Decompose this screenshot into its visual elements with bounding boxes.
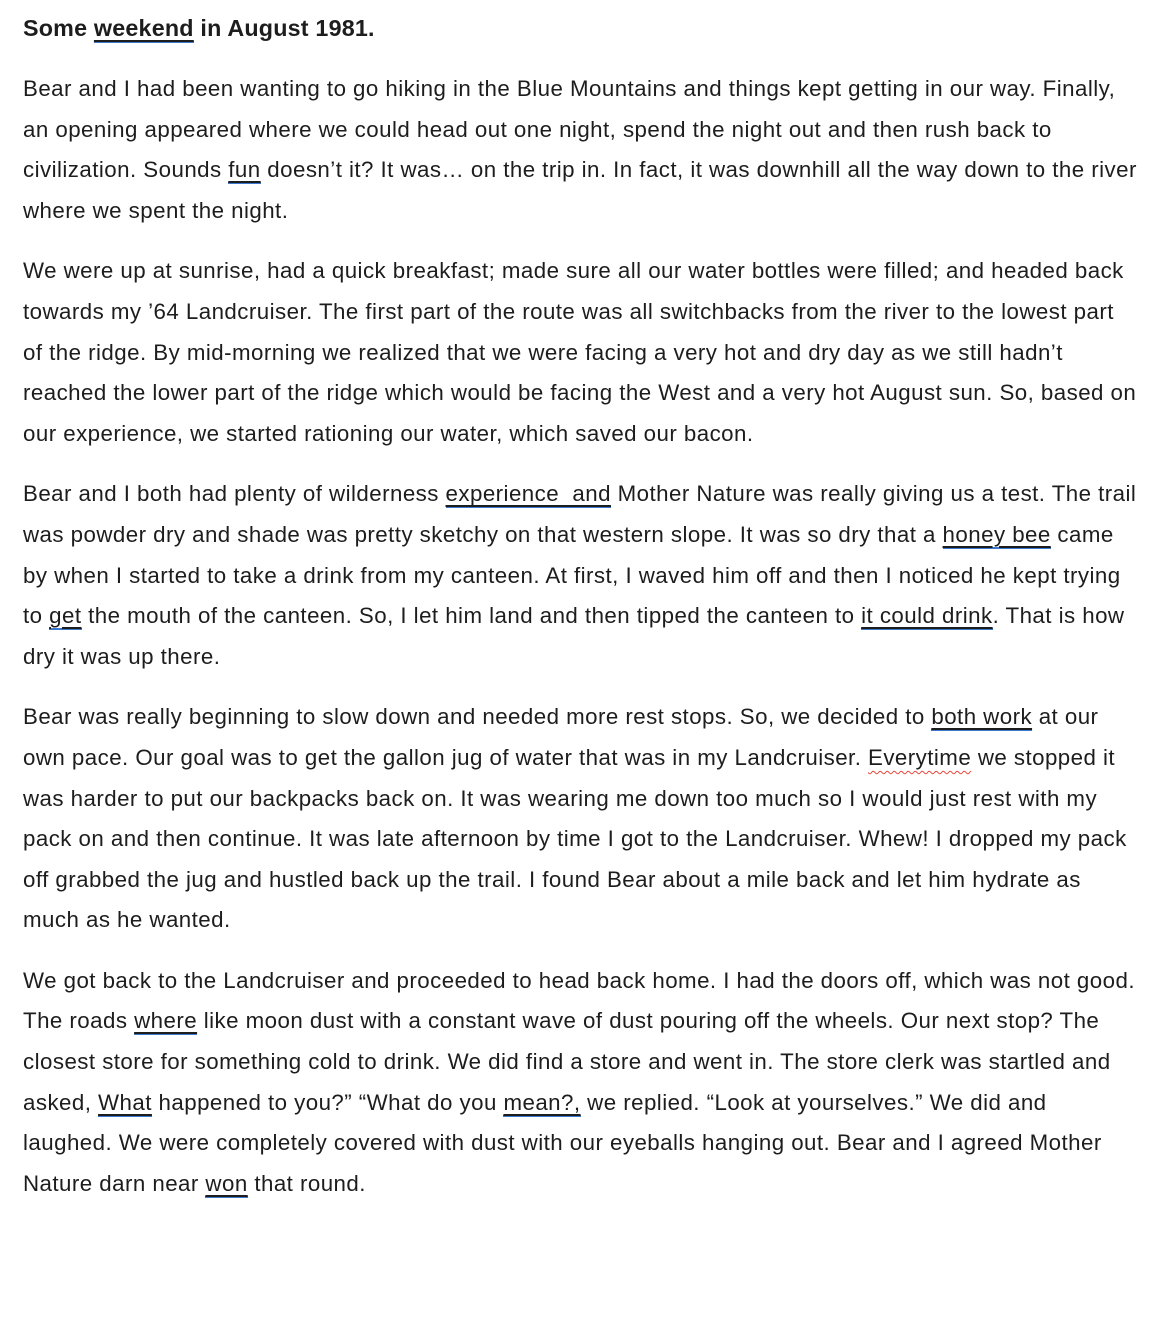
title-run: Some — [23, 15, 94, 41]
grammar-suggestion[interactable]: won — [205, 1170, 248, 1196]
grammar-suggestion[interactable]: experience and — [445, 481, 611, 507]
text-run: We were up at sunrise, had a quick breakfast; made sure all our water bottles were filled; and headed back towards my ’64 Landcruiser. The first part of the route was all switchbacks from the river to the lowest part of the ridge. By mid-morning we realized that we were facing a very hot and dry day as we still hadn’t reached the lower part of the ridge which would be facing the West and a very hot August sun. So, based on our experience, we started rationing our water, which saved our bacon. — [23, 258, 1143, 446]
text-run: the mouth of the canteen. So, I let him land and then tipped the canteen to — [81, 603, 862, 629]
grammar-suggestion[interactable]: mean?, — [503, 1089, 581, 1115]
document-title — [23, 13, 1137, 44]
text-run: Bear was really beginning to slow down and needed more rest stops. So, we decided to — [23, 704, 932, 730]
paragraph-3 — [23, 474, 1143, 677]
text-run: came by when I started to take a drink from my canteen. At first, I waved him off and then I noticed he kept trying to — [23, 521, 1128, 629]
grammar-suggestion[interactable]: both work — [931, 704, 1033, 730]
text-run: that round. — [247, 1170, 366, 1196]
paragraph-1 — [23, 69, 1144, 231]
paragraph-2 — [23, 251, 1143, 454]
paragraph-5 — [23, 961, 1142, 1205]
spelling-error[interactable]: Everytime — [868, 744, 972, 770]
text-run: at our own pace. Our goal was to get the gallon jug of water that was in my Landcruiser. — [23, 704, 1106, 770]
text-run: happened to you?” “What do you — [151, 1089, 504, 1115]
text-run: doesn’t it? It was… on the trip in. In fact, it was downhill all the way down to the river where we spent the night. — [23, 157, 1144, 223]
grammar-suggestion[interactable]: it could drink — [861, 603, 993, 629]
grammar-suggestion[interactable]: weekend — [93, 15, 194, 41]
text-run: Mother Nature was really giving us a test. The trail was powder dry and shade was pretty sketchy on that western slope. It was so dry that a — [23, 481, 1143, 547]
text-run: Bear and I both had plenty of wilderness — [23, 481, 446, 507]
grammar-suggestion[interactable]: What — [98, 1089, 152, 1115]
text-run: Bear and I had been wanting to go hiking in the Blue Mountains and things kept getting in our way. Finally, an opening appeared where we could head out one night, spend the night out and then rush back to civilization. Sounds — [23, 76, 1122, 183]
grammar-suggestion[interactable]: fun — [228, 157, 261, 183]
text-run: like moon dust with a constant wave of dust pouring off the wheels. Our next stop? The closest store for something cold to drink. We did find a store and went in. The store clerk was startled and asked, — [23, 1008, 1118, 1115]
text-run: . That is how dry it was up there. — [23, 603, 1132, 669]
title-run: in August 1981. — [193, 15, 375, 41]
paragraph-4 — [23, 697, 1137, 941]
grammar-suggestion[interactable]: where — [134, 1008, 198, 1034]
text-run: we stopped it was harder to put our backpacks back on. It was wearing me down too much so I would just rest with my pack on and then continue. It was late afternoon by time I got to the Landcruiser. Whew! I dropped my pack off grabbed the jug and hustled back up the trail. I found Bear about a mile back and let him hydrate as much as he wanted. — [23, 744, 1134, 933]
text-run: We got back to the Landcruiser and proceeded to head back home. I had the doors off, which was not good. The roads — [23, 967, 1142, 1034]
text-run: we replied. “Look at yourselves.” We did and laughed. We were completely covered with dust with our eyeballs hanging out. Bear and I agreed Mother Nature darn near — [23, 1089, 1109, 1196]
grammar-suggestion[interactable]: honey bee — [942, 521, 1051, 547]
grammar-suggestion[interactable]: get — [49, 603, 82, 629]
